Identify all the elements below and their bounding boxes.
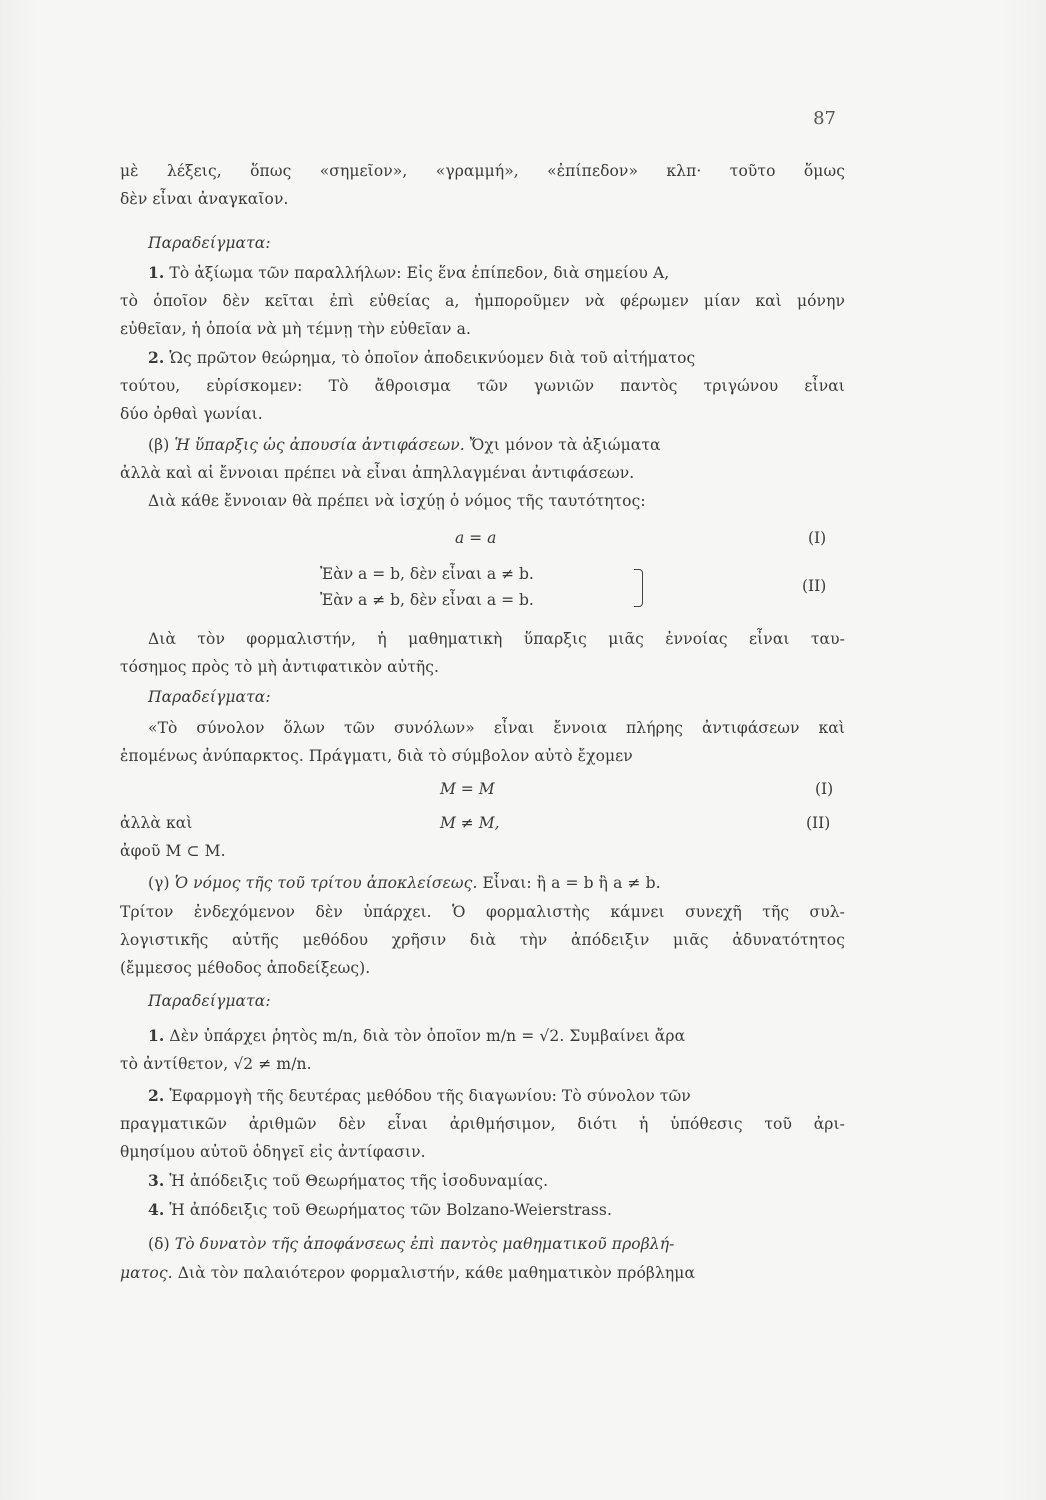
section-title: Ὁ νόμος τῆς τοῦ τρίτου ἀποκλείσεως. [174, 874, 478, 892]
item-number: 1. [148, 263, 165, 282]
equation-m2: M ≠ M, [440, 814, 500, 832]
equation-tag: (I) [808, 529, 827, 547]
text-span: Ἐφαρμογὴ τῆς δευτέρας μεθόδου τῆς διαγωνίου: Τὸ σύνολον τῶν [169, 1087, 691, 1105]
example-3 [148, 1170, 873, 1192]
equation-line: Ἐὰν a = b, δὲν εἶναι a ≠ b. [320, 565, 534, 583]
text-span: Ἡ ἀπόδειξις τοῦ Θεωρήματος τῆς ἰσοδυναμίας. [169, 1172, 549, 1190]
example-2 [148, 1085, 873, 1107]
text-line: θμησίμου αὐτοῦ ὁδηγεῖ εἰς ἀντίφασιν. [120, 1143, 426, 1161]
equation-tag: (I) [815, 780, 834, 798]
item-number: 4. [148, 1200, 165, 1219]
text-span: Διὰ τὸν παλαιότερον φορμαλιστήν, κάθε μαθηματικὸν πρόβλημα [177, 1264, 696, 1282]
equation-tag: (II) [806, 814, 831, 832]
text-line: τὸ ὁποῖον δὲν κεῖται ἐπὶ εὐθείας a, ἠμποροῦμεν νὰ φέρωμεν μίαν καὶ μόνην [120, 292, 845, 310]
examples-heading: Παραδείγματα: [148, 688, 271, 706]
item-number: 3. [148, 1171, 165, 1190]
section-label: (β) [148, 436, 170, 454]
text-line [120, 1262, 845, 1284]
text-line: ἀλλὰ καὶ [120, 814, 193, 832]
text-span: Διὰ τὸν φορμαλιστήν, ἡ μαθηματικὴ ὕπαρξις μιᾶς ἐννοίας εἶναι ταυ- [148, 630, 845, 648]
text-line: τὸ ἀντίθετον, √2 ≠ m/n. [120, 1055, 312, 1073]
text-line: ἀλλὰ καὶ αἱ ἔννοιαι πρέπει νὰ εἶναι ἀπηλλαγμέναι ἀντιφάσεων. [120, 464, 635, 482]
section-label: (γ) [148, 874, 170, 892]
text-span: Δὲν ὑπάρχει ῥητὸς m/n, διὰ τὸν ὁποῖον m/n = √2. Συμβαίνει ἄρα [169, 1027, 686, 1045]
section-b-heading [148, 434, 873, 456]
text-line: (ἔμμεσος μέθοδος ἀποδείξεως). [120, 959, 371, 977]
text-line: πραγματικῶν ἀριθμῶν δὲν εἶναι ἀριθμήσιμον, διότι ἡ ὑπόθεσις τοῦ ἀρι- [120, 1115, 845, 1133]
text-span: Ὡς πρῶτον θεώρημα, τὸ ὁποῖον ἀποδεικνύομεν διὰ τοῦ αἰτήματος [169, 349, 696, 367]
item-number: 1. [148, 1026, 165, 1045]
example-1 [148, 1025, 873, 1047]
section-d-heading [148, 1233, 873, 1255]
section-label: (δ) [148, 1235, 170, 1253]
text-line: δύο ὀρθαὶ γωνίαι. [120, 405, 263, 423]
text-line: μὲ λέξεις, ὅπως «σημεῖον», «γραμμή», «ἐπίπεδον» κλπ· τοῦτο ὅμως [120, 162, 845, 180]
equation-tag: (II) [802, 577, 827, 595]
text-line: Διὰ κάθε ἔννοιαν θὰ πρέπει νὰ ἰσχύῃ ὁ νόμος τῆς ταυτότητος: [148, 492, 646, 510]
text-span: Ὄχι μόνον τὰ ἀξιώματα [469, 436, 661, 454]
examples-heading: Παραδείγματα: [148, 234, 271, 252]
text-line: εὐθεῖαν, ἡ ὁποία νὰ μὴ τέμνῃ τὴν εὐθεῖαν a. [120, 320, 471, 338]
text-line: δὲν εἶναι ἀναγκαῖον. [120, 190, 289, 208]
text-line: τόσημος πρὸς τὸ μὴ ἀντιφατικὸν αὐτῆς. [120, 658, 440, 676]
brace-symbol [634, 569, 643, 607]
text-span: Τὸ ἀξίωμα τῶν παραλλήλων: Εἰς ἕνα ἐπίπεδον, διὰ σημείου A, [169, 264, 670, 282]
example-4 [148, 1199, 873, 1221]
examples-heading: Παραδείγματα: [148, 992, 271, 1010]
page-number: 87 [813, 108, 836, 129]
text-line: λογιστικῆς αὐτῆς μεθόδου χρῆσιν διὰ τὴν ἀπόδειξιν μιᾶς ἀδυνατότητος [120, 931, 845, 949]
text-line [148, 717, 845, 739]
text-line: Τρίτον ἐνδεχόμενον δὲν ὑπάρχει. Ὁ φορμαλιστὴς κάμνει συνεχῆ τῆς συλ- [120, 903, 845, 921]
text-span: ματος. [120, 1264, 173, 1282]
text-line: τούτου, εὑρίσκομεν: Τὸ ἄθροισμα τῶν γωνιῶν παντὸς τριγώνου εἶναι [120, 377, 845, 395]
example-1 [148, 262, 873, 284]
text-line: ἀφοῦ M ⊂ M. [120, 842, 226, 860]
text-line: ἑπομένως ἀνύπαρκτος. Πράγματι, διὰ τὸ σύμβολον αὐτὸ ἔχομεν [120, 747, 633, 765]
equation-line: Ἐὰν a ≠ b, δὲν εἶναι a = b. [320, 591, 534, 609]
section-c-heading [148, 872, 873, 894]
text-span: «Τὸ σύνολον ὅλων τῶν συνόλων» εἶναι ἔννοια πλήρης ἀντιφάσεων καὶ [148, 719, 845, 737]
text-span: Ἡ ἀπόδειξις τοῦ Θεωρήματος τῶν Bolzano-Weierstrass. [169, 1201, 612, 1219]
equation-m1: M = M [440, 780, 495, 798]
equation-identity: a = a [455, 529, 497, 547]
section-title: Ἡ ὕπαρξις ὡς ἀπουσία ἀντιφάσεων. [174, 436, 465, 454]
item-number: 2. [148, 348, 165, 367]
example-2 [148, 347, 873, 369]
text-line [148, 628, 845, 650]
section-title: Τὸ δυνατὸν τῆς ἀποφάνσεως ἐπὶ παντὸς μαθηματικοῦ προβλή- [174, 1235, 675, 1253]
text-span: Εἶναι: ἢ a = b ἢ a ≠ b. [482, 874, 661, 892]
item-number: 2. [148, 1086, 165, 1105]
